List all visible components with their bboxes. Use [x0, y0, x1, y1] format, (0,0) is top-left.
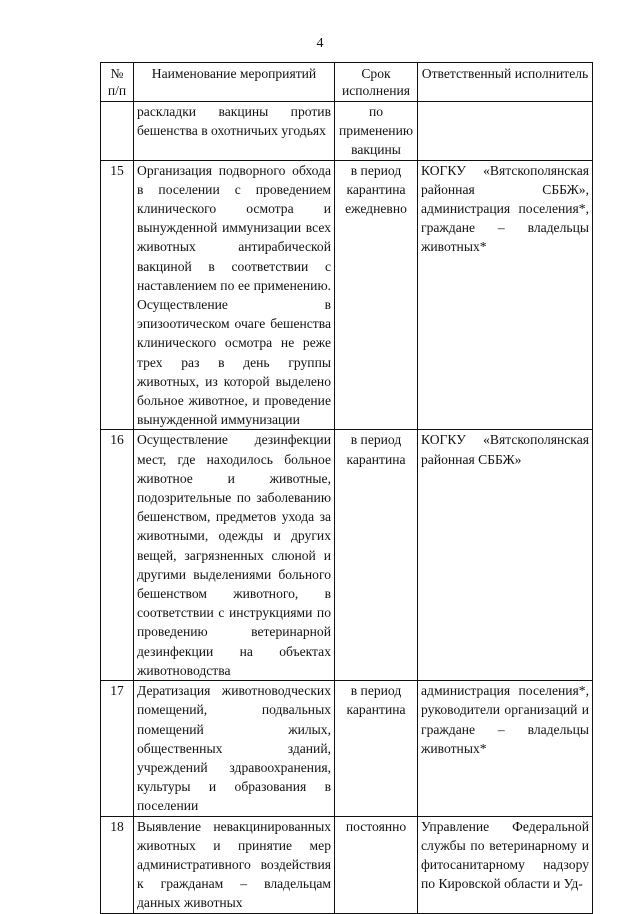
row-responsible	[418, 102, 593, 161]
header-number: № п/п	[101, 63, 134, 102]
row-number: 17	[101, 681, 134, 816]
row-title: Организация подворного обхода в поселении с проведением клинического осмотра и вынужденной иммунизации всех животных антирабической вакциной в соответствии с наставлением по ее применению. Осуществление в эпизоотическом очаге бешенства клинического осмотра не реже трех раз в день группы животных, из которой выделено больное животное, и проведение вынужденной иммунизации	[134, 160, 335, 430]
row-term: по применению вакцины	[335, 102, 418, 161]
table-row	[101, 160, 593, 430]
table-row	[101, 430, 593, 681]
measures-table	[100, 62, 593, 914]
row-number: 18	[101, 816, 134, 913]
header-title: Наименование мероприятий	[134, 63, 335, 102]
row-term: постоянно	[335, 816, 418, 913]
row-responsible: КОГКУ «Вятскополянская районная СББЖ»	[418, 430, 593, 681]
table-row	[101, 681, 593, 816]
row-term: в период карантина	[335, 681, 418, 816]
row-title: раскладки вакцины против бешенства в охотничьих угодьях	[134, 102, 335, 161]
row-number	[101, 102, 134, 161]
row-term: в период карантина	[335, 430, 418, 681]
row-title: Выявление невакцинированных животных и принятие мер административного воздействия к гражданам – владельцам данных животных	[134, 816, 335, 913]
row-responsible: КОГКУ «Вятскополянская районная СББЖ», администрация поселения*, граждане – владельцы животных*	[418, 160, 593, 430]
header-term: Срок исполнения	[335, 63, 418, 102]
table-row	[101, 102, 593, 161]
row-number: 15	[101, 160, 134, 430]
row-responsible: Управление Федеральной службы по ветеринарному и фитосанитарному надзору по Кировской области и Уд-	[418, 816, 593, 913]
table-row	[101, 816, 593, 913]
table-header-row	[101, 63, 593, 102]
row-number: 16	[101, 430, 134, 681]
header-responsible: Ответственный исполнитель	[418, 63, 593, 102]
row-title: Осуществление дезинфекции мест, где находилось больное животное и животные, подозрительные по заболеванию бешенством, предметов ухода за животными, одежды и других вещей, загрязненных слюной и другими выделениями больного бешенством животного, в соответствии с инструкциями по проведению ветеринарной дезинфекции на объектах животноводства	[134, 430, 335, 681]
row-title: Дератизация животноводческих помещений, подвальных помещений жилых, общественных зданий, учреждений здравоохранения, культуры и образования в поселении	[134, 681, 335, 816]
page-number: 4	[316, 36, 324, 51]
row-term: в период карантина ежедневно	[335, 160, 418, 430]
row-responsible: администрация поселения*, руководители организаций и граждане – владельцы животных*	[418, 681, 593, 816]
